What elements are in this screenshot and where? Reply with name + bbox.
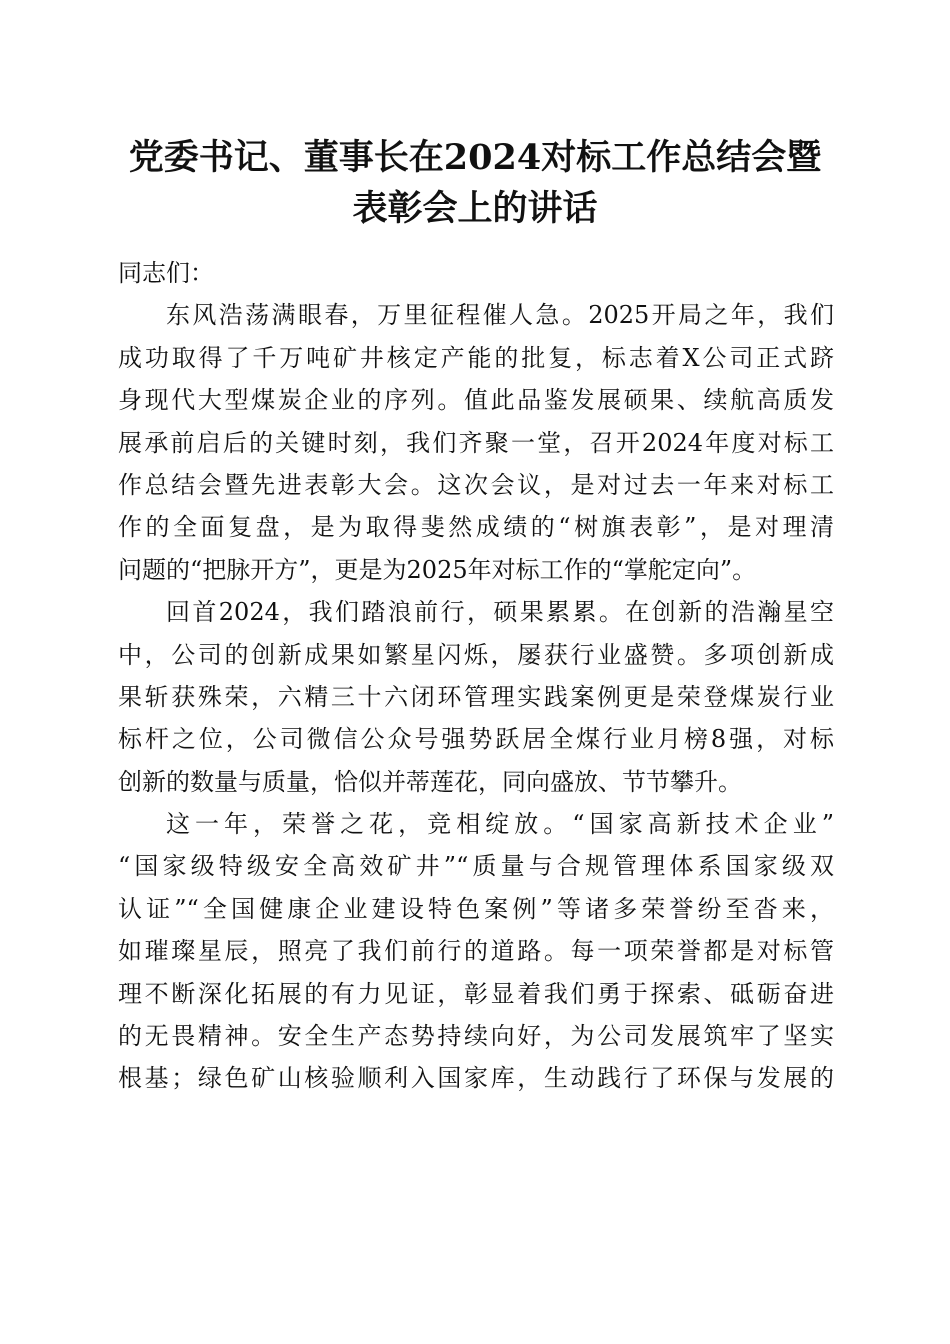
paragraph-line: 这一年，荣誉之花，竞相绽放。“国家高新技术企业”	[166, 810, 834, 839]
paragraph-line: 中，公司的创新成果如繁星闪烁，屡获行业盛赞。多项创新成	[118, 640, 834, 669]
paragraph-line: 东风浩荡满眼春，万里征程催人急。2025开局之年，我们	[166, 301, 834, 330]
paragraph-line: 创新的数量与质量，恰似并蒂莲花，同向盛放、节节攀升。	[118, 767, 742, 796]
paragraph-line: 问题的“把脉开方”，更是为2025年对标工作的“掌舵定向”。	[118, 555, 757, 584]
paragraph-line: 标杆之位，公司微信公众号强势跃居全煤行业月榜8强，对标	[118, 725, 834, 754]
paragraph-1	[118, 294, 834, 591]
document-body	[118, 252, 834, 1100]
paragraph-line: 成功取得了千万吨矿井核定产能的批复，标志着X公司正式跻	[118, 343, 834, 372]
paragraph-line: 作的全面复盘，是为取得斐然成绩的“树旗表彰”，是对理清	[118, 513, 834, 542]
paragraph-2	[118, 591, 834, 803]
paragraph-line: 果斩获殊荣，六精三十六闭环管理实践案例更是荣登煤炭行业	[118, 682, 834, 711]
paragraph-line: 身现代大型煤炭企业的序列。值此品鉴发展硕果、续航高质发	[118, 386, 834, 415]
paragraph-line: 展承前启后的关键时刻，我们齐聚一堂，召开2024年度对标工	[118, 428, 834, 457]
paragraph-line: 如璀璨星辰，照亮了我们前行的道路。每一项荣誉都是对标管	[118, 937, 834, 966]
title-line-2: 表彰会上的讲话	[352, 188, 598, 229]
paragraph-3	[118, 803, 834, 1100]
title-line-1: 党委书记、董事长在2024对标工作总结会暨	[128, 137, 822, 178]
paragraph-line: 根基；绿色矿山核验顺利入国家库，生动践行了环保与发展的	[118, 1064, 834, 1093]
document-title	[100, 132, 850, 234]
paragraph-line: 认证”“全国健康企业建设特色案例”等诸多荣誉纷至沓来，	[118, 894, 834, 923]
salutation: 同志们：	[118, 259, 214, 287]
paragraph-line: “国家级特级安全高效矿井”“质量与合规管理体系国家级双	[118, 852, 834, 881]
paragraph-line: 作总结会暨先进表彰大会。这次会议，是对过去一年来对标工	[118, 470, 834, 499]
paragraph-line: 理不断深化拓展的有力见证，彰显着我们勇于探索、砥砺奋进	[118, 979, 834, 1008]
paragraph-line: 回首2024，我们踏浪前行，硕果累累。在创新的浩瀚星空	[166, 598, 834, 627]
paragraph-line: 的无畏精神。安全生产态势持续向好，为公司发展筑牢了坚实	[118, 1022, 834, 1051]
